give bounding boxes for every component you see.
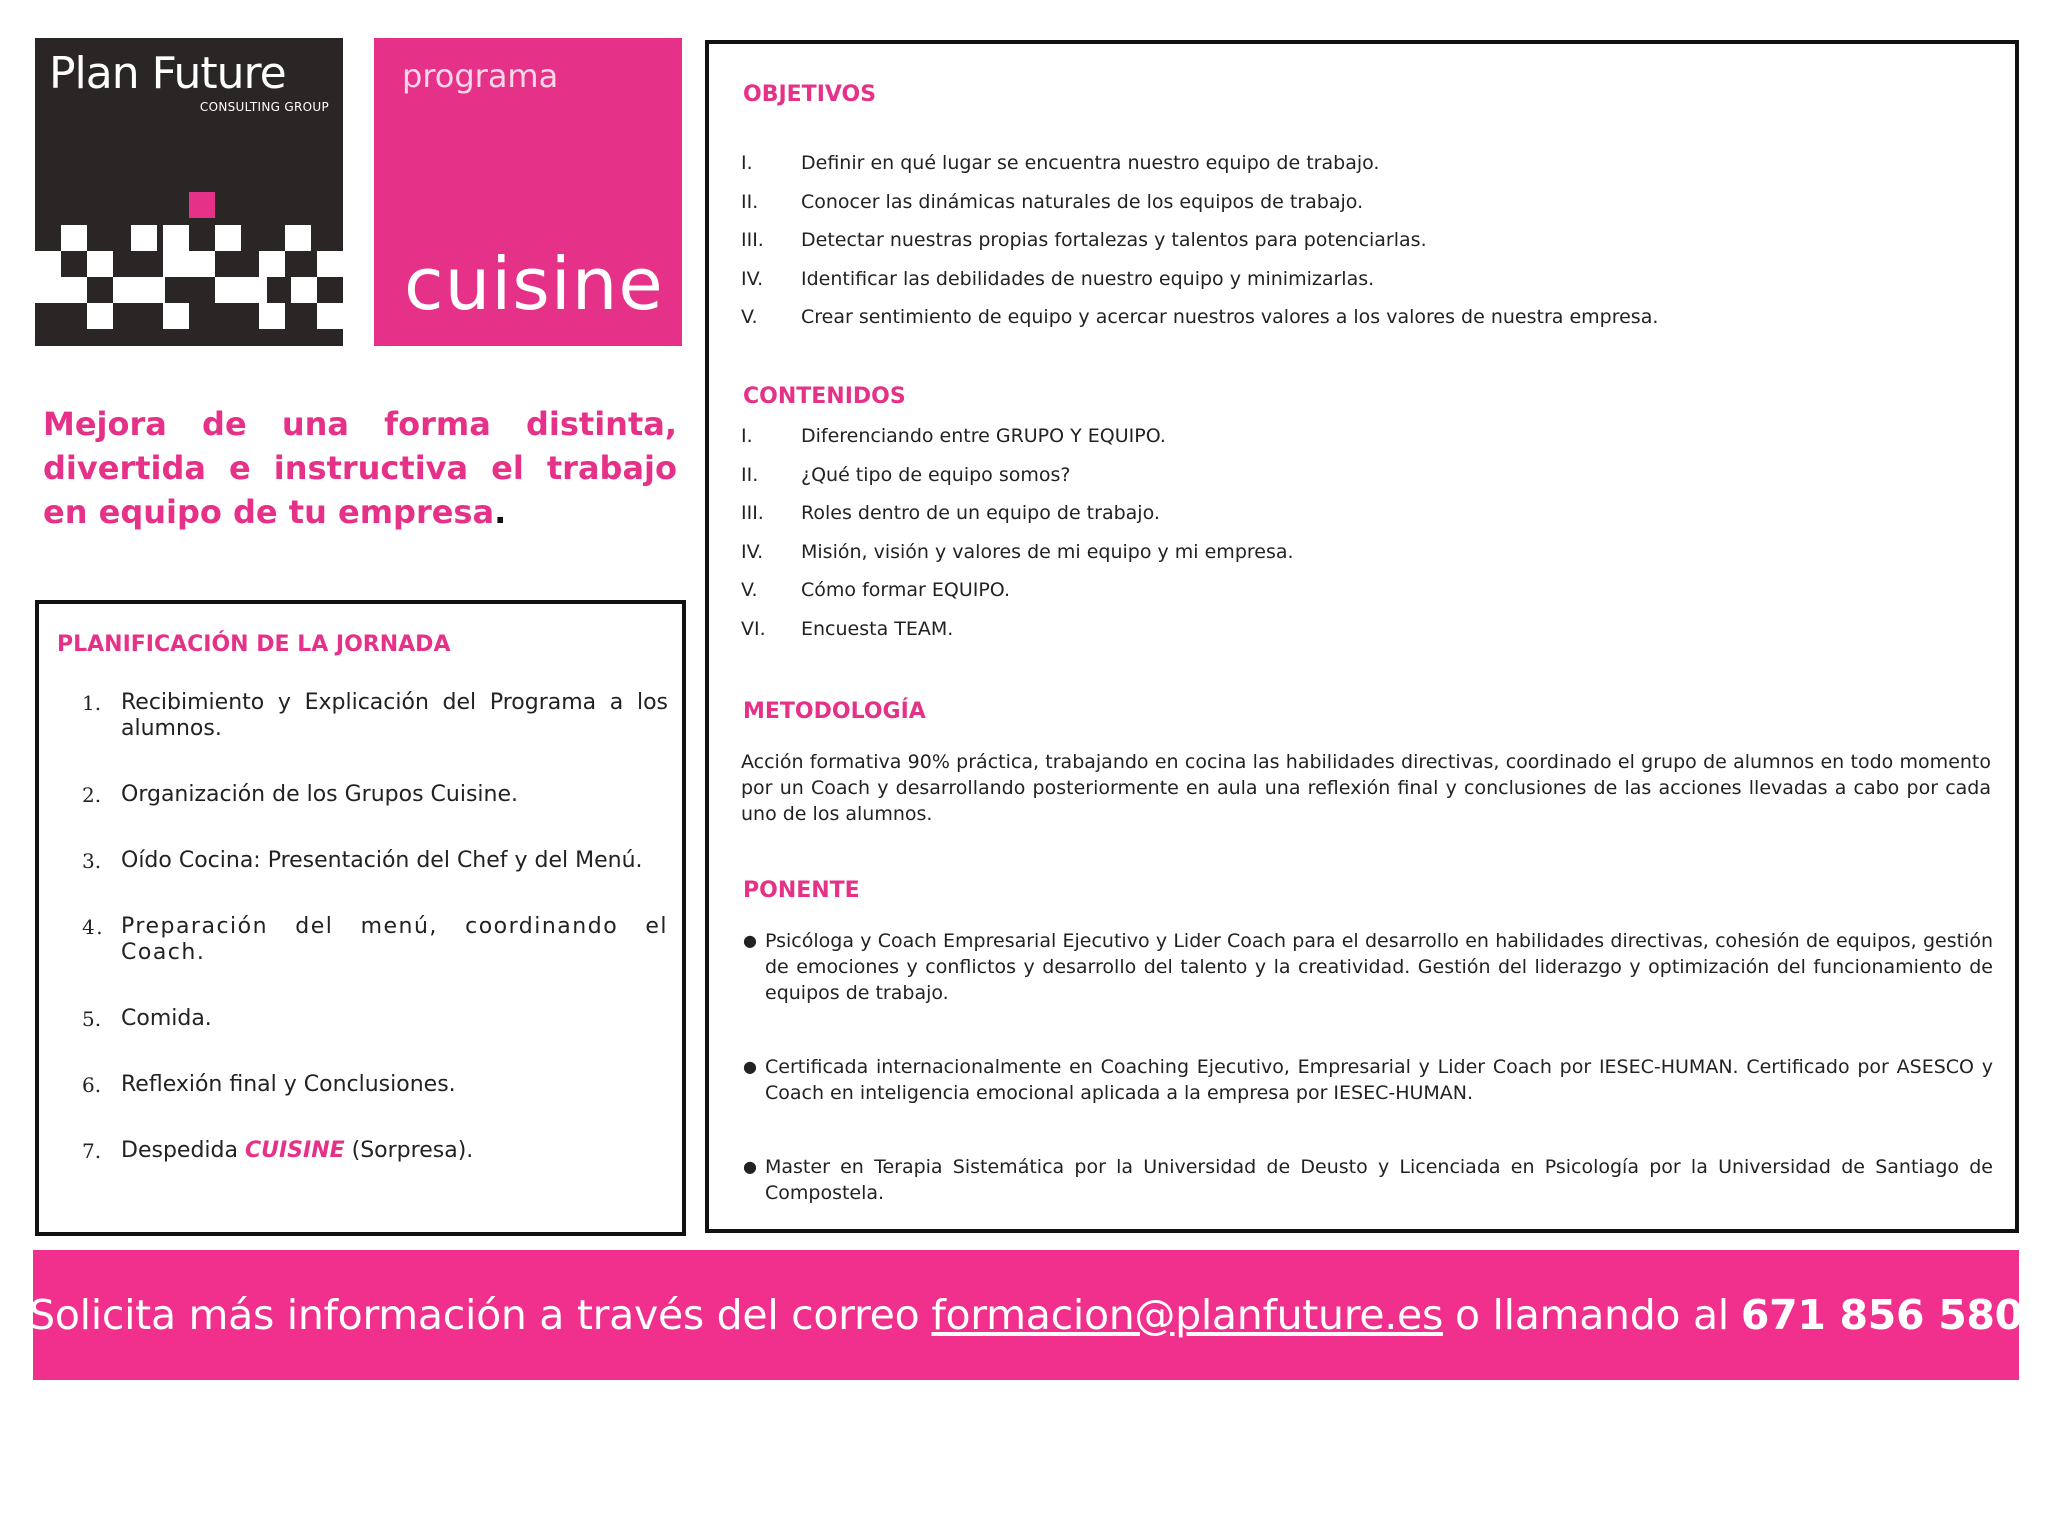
programa-cuisine-badge (374, 38, 682, 346)
objetivo-item (741, 269, 1971, 308)
planning-item (57, 1138, 668, 1164)
planning-item-number: 6. (82, 1073, 102, 1097)
planning-item (57, 914, 668, 966)
planning-list (57, 690, 668, 1164)
contenido-item (741, 503, 1971, 542)
logo-name: Plan Future (49, 48, 286, 99)
planning-item-number: 4. (82, 915, 105, 939)
contenido-text: Encuesta TEAM. (801, 617, 954, 640)
planning-title: PLANIFICACIÓN DE LA JORNADA (57, 632, 451, 657)
planning-item-text: Comida. (121, 1006, 212, 1031)
contenido-number: V. (741, 579, 758, 601)
planning-item (57, 782, 668, 808)
objetivo-item (741, 230, 1971, 269)
objetivo-text: Conocer las dinámicas naturales de los equipos de trabajo. (801, 190, 1364, 213)
objetivos-title: OBJETIVOS (743, 82, 877, 107)
cuisine-label: cuisine (404, 242, 664, 326)
logo-subtitle: CONSULTING GROUP (199, 100, 329, 114)
ponente-bullet-text: Certificada internacionalmente en Coaching Ejecutivo, Empresarial y Lider Coach por IESEC-HUMAN. Certificado por ASESCO y Coach en inteligencia emocional aplicada a la empresa por IESEC-HUMAN. (765, 1056, 1993, 1104)
contenido-number: II. (741, 463, 759, 486)
planning-item-suffix: (Sorpresa). (344, 1138, 474, 1163)
objetivo-text: Crear sentimiento de equipo y acercar nuestros valores a los valores de nuestra empresa. (801, 306, 1659, 328)
contenido-text: ¿Qué tipo de equipo somos? (801, 463, 1071, 486)
contenido-item (741, 542, 1971, 581)
contenido-text: Cómo formar EQUIPO. (801, 579, 1011, 601)
objetivo-text: Detectar nuestras propias fortalezas y talentos para potenciarlas. (801, 229, 1427, 251)
objetivo-number: III. (741, 229, 764, 251)
contenido-item (741, 465, 1971, 504)
contenido-number: IV. (741, 540, 764, 563)
ponente-bullet (743, 1054, 1993, 1106)
planning-item (57, 690, 668, 742)
planning-item-text: Recibimiento y Explicación del Programa a los alumnos. (121, 690, 668, 741)
planning-section (35, 600, 686, 1236)
contenido-text: Roles dentro de un equipo de trabajo. (801, 502, 1160, 524)
tagline (43, 402, 677, 534)
ponente-bullet-text: Psicóloga y Coach Empresarial Ejecutivo y Lider Coach para el desarrollo en habilidades directivas, cohesión de equipos, gestión de emociones y conflictos y desarrollo del talento y la creatividad. Gestión del liderazgo y optimización del funcionamiento de equipos de trabajo. (765, 930, 1993, 1004)
planning-item (57, 1006, 668, 1032)
objetivo-number: II. (741, 190, 759, 213)
planning-item-number: 5. (82, 1007, 102, 1031)
planning-item-text: Organización de los Grupos Cuisine. (121, 782, 519, 807)
phone-number[interactable]: 671 856 580 (1740, 1291, 2023, 1339)
logo-pixel-pattern (35, 192, 343, 346)
contenidos-title: CONTENIDOS (743, 384, 906, 409)
planning-item-number: 2. (82, 783, 102, 807)
planning-item (57, 848, 668, 874)
contenido-item (741, 619, 1971, 658)
tagline-text: Mejora de una forma distinta, divertida e instructiva el trabajo en equipo de tu empresa (43, 405, 677, 531)
objetivo-item (741, 192, 1971, 231)
objetivo-number: V. (741, 306, 758, 328)
planning-item-text: Oído Cocina: Presentación del Chef y del Menú. (121, 848, 643, 873)
metodologia-text: Acción formativa 90% práctica, trabajando en cocina las habilidades directivas, coordinado el grupo de alumnos en todo momento por un Coach y desarrollando posteriormente en aula una reflexión final y conclusiones de las acciones llevadas a cabo por cada uno de los alumnos. (741, 751, 1991, 825)
contenido-number: I. (741, 425, 753, 447)
objetivo-number: IV. (741, 267, 764, 290)
ponente-title: PONENTE (743, 878, 860, 903)
contenido-number: VI. (741, 617, 766, 640)
ponente-bullet-text: Master en Terapia Sistemática por la Universidad de Deusto y Licenciada en Psicología por la Universidad de Santiago de Compostela. (765, 1156, 1993, 1204)
programa-label: programa (402, 57, 559, 95)
planning-item-text: Reflexión final y Conclusiones. (121, 1072, 456, 1097)
planning-item-number: 1. (82, 691, 102, 715)
footer-prefix: Solicita más información a través del correo (29, 1291, 920, 1339)
bullet-icon: ● (743, 1057, 757, 1076)
bullet-icon: ● (743, 931, 757, 950)
metodologia-title: METODOLOGÍA (743, 699, 926, 724)
ponente-bullet (743, 1154, 1993, 1206)
contenidos-list (741, 426, 1971, 657)
contenido-text: Misión, visión y valores de mi equipo y mi empresa. (801, 540, 1294, 563)
contenido-item (741, 426, 1971, 465)
planning-item-number: 3. (82, 849, 102, 873)
planning-item (57, 1072, 668, 1098)
objetivo-number: I. (741, 152, 753, 174)
planning-item-text (121, 1138, 668, 1164)
bullet-icon: ● (743, 1157, 757, 1176)
objetivo-item (741, 307, 1971, 346)
contenido-text: Diferenciando entre GRUPO Y EQUIPO. (801, 425, 1166, 447)
plan-future-logo (35, 38, 343, 346)
cuisine-highlight: CUISINE (244, 1138, 345, 1163)
objetivos-list (741, 153, 1971, 346)
contact-footer (29, 1250, 2023, 1380)
footer-middle: o llamando al (1455, 1291, 1729, 1339)
planning-item-number: 7. (82, 1139, 102, 1163)
objetivo-text: Identificar las debilidades de nuestro equipo y minimizarlas. (801, 267, 1375, 290)
tagline-period: . (494, 493, 507, 531)
objetivo-text: Definir en qué lugar se encuentra nuestro equipo de trabajo. (801, 152, 1380, 174)
planning-item-text: Preparación del menú, coordinando el Coach. (121, 914, 668, 965)
email-link[interactable]: formacion@planfuture.es (931, 1291, 1444, 1339)
planning-item-prefix: Despedida (121, 1138, 245, 1163)
contenido-number: III. (741, 502, 764, 524)
objetivo-item (741, 153, 1971, 192)
ponente-bullet (743, 928, 1993, 1006)
contenido-item (741, 580, 1971, 619)
program-details-panel (705, 40, 2019, 1233)
